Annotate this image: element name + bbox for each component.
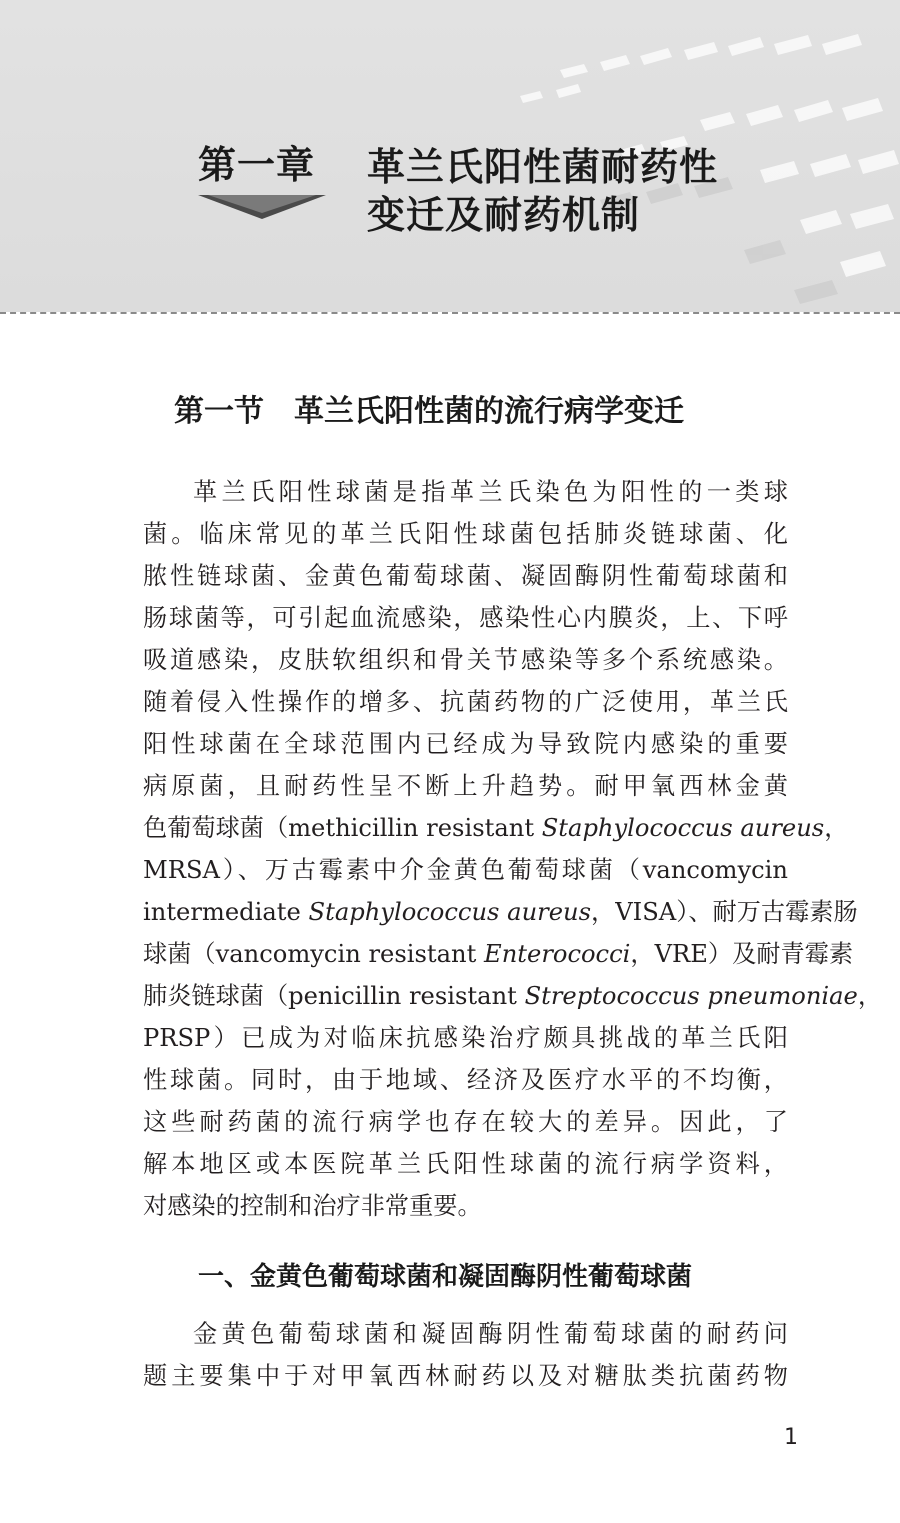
text-run: intermediate	[143, 898, 309, 926]
text-run: ，	[824, 814, 849, 842]
chapter-title-line-2: 变迁及耐药机制	[367, 193, 641, 237]
text-line: 性球菌。同时，由于地域、经济及医疗水平的不均衡，	[143, 1066, 788, 1094]
text-run: 肺炎链球菌（penicillin resistant	[143, 982, 525, 1010]
paragraph-1	[143, 471, 883, 1227]
text-line	[143, 933, 854, 975]
text-line: 解本地区或本医院革兰氏阳性球菌的流行病学资料，	[143, 1150, 788, 1178]
text-line	[143, 807, 849, 849]
chevron-down-icon	[198, 193, 326, 221]
text-run: 球菌（vancomycin resistant	[143, 940, 485, 968]
section-heading: 第一节 革兰氏阳性菌的流行病学变迁	[174, 394, 684, 429]
text-line: 对感染的控制和治疗非常重要。	[143, 1192, 482, 1220]
text-run: ，VRE）及耐青霉素	[630, 940, 854, 968]
text-line: 肠球菌等，可引起血流感染，感染性心内膜炎，上、下呼	[143, 604, 788, 632]
text-line: 阳性球菌在全球范围内已经成为导致院内感染的重要	[143, 730, 788, 758]
text-run: 色葡萄球菌（methicillin resistant	[143, 814, 542, 842]
species-name: Staphylococcus aureus	[308, 898, 592, 926]
text-line: 这些耐药菌的流行病学也存在较大的差异。因此，了	[143, 1108, 788, 1136]
text-line: 脓性链球菌、金黄色葡萄球菌、凝固酶阴性葡萄球菌和	[143, 562, 788, 590]
chapter-title	[367, 143, 718, 239]
text-line: 题主要集中于对甲氧西林耐药以及对糖肽类抗菌药物	[143, 1362, 788, 1390]
chapter-label: 第一章	[198, 143, 316, 187]
text-line: 菌。临床常见的革兰氏阳性球菌包括肺炎链球菌、化	[143, 520, 788, 548]
page-number: 1	[784, 1425, 798, 1450]
text-line: 随着侵入性操作的增多、抗菌药物的广泛使用，革兰氏	[143, 688, 788, 716]
paragraph-2	[143, 1313, 788, 1397]
species-name: Staphylococcus aureus	[541, 814, 825, 842]
text-line	[143, 891, 858, 933]
text-line: 病原菌，且耐药性呈不断上升趋势。耐甲氧西林金黄	[143, 772, 788, 800]
text-line: PRSP）已成为对临床抗感染治疗颇具挑战的革兰氏阳	[143, 1024, 788, 1052]
text-run: ，	[857, 982, 883, 1010]
species-name: Streptococcus pneumoniae	[524, 982, 858, 1010]
species-name: Enterococci	[484, 940, 631, 968]
subsection-heading: 一、金黄色葡萄球菌和凝固酶阴性葡萄球菌	[198, 1262, 693, 1292]
header-divider	[0, 312, 900, 314]
text-line: 吸道感染，皮肤软组织和骨关节感染等多个系统感染。	[143, 646, 788, 674]
chapter-title-line-1: 革兰氏阳性菌耐药性	[367, 145, 719, 189]
text-line: 革兰氏阳性球菌是指革兰氏染色为阳性的一类球	[193, 478, 788, 506]
chapter-header-band	[0, 0, 900, 312]
text-line: 金黄色葡萄球菌和凝固酶阴性葡萄球菌的耐药问	[193, 1320, 788, 1348]
text-line	[143, 975, 883, 1017]
text-run: ，VISA）、耐万古霉素肠	[591, 898, 858, 926]
text-line: MRSA）、万古霉素中介金黄色葡萄球菌（vancomycin	[143, 856, 788, 884]
